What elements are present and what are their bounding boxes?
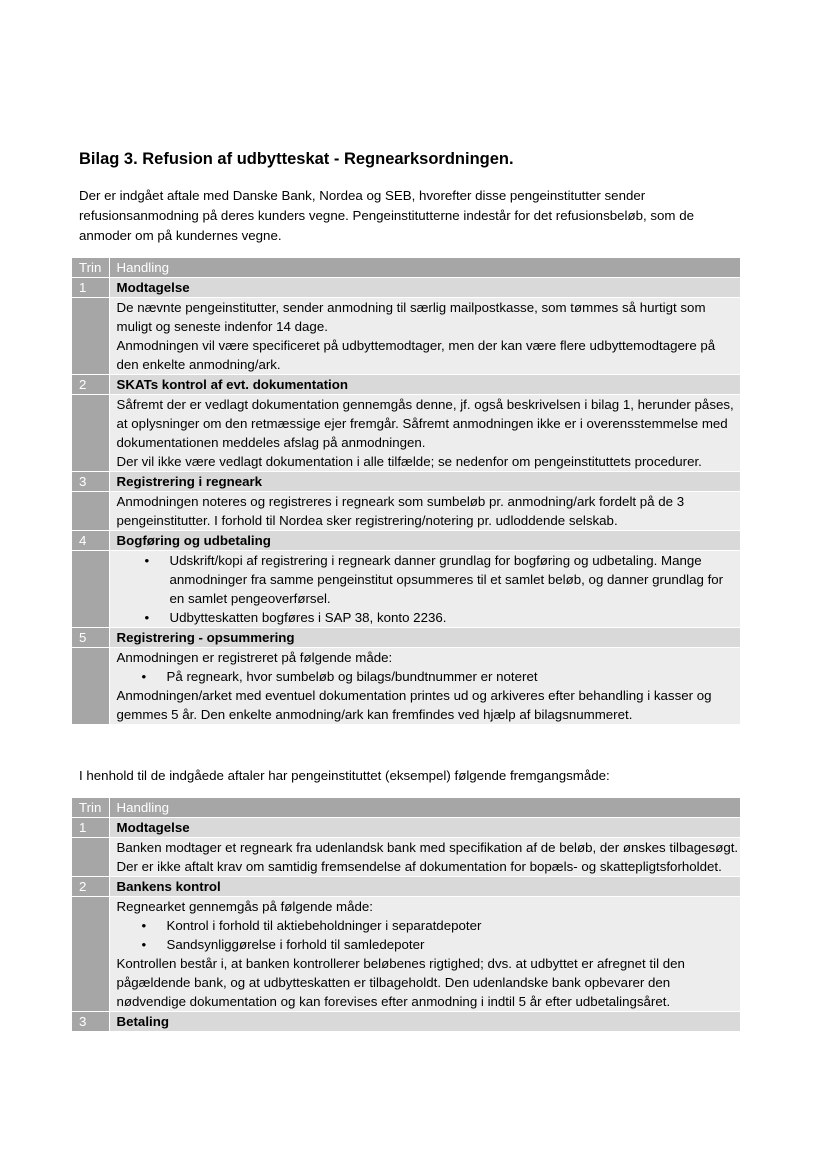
procedure-table-1 <box>72 258 740 724</box>
bullet-list <box>117 667 741 686</box>
table-header-row <box>72 798 740 818</box>
step-paragraph: Anmodningen er registreret på følgende måde: <box>116 650 393 665</box>
step-body-row <box>72 897 740 1012</box>
step-heading-row <box>72 375 740 395</box>
bullet-item: • På regneark, hvor sumbeløb og bilags/bundtnummer er noteret <box>167 667 741 686</box>
step-body <box>109 897 740 1012</box>
step-heading-row <box>72 1012 740 1032</box>
step-body-row <box>72 551 740 628</box>
bullet-item: • Udskrift/kopi af registrering i regneark danner grundlag for bogføring og udbetaling. Mange anmodninger fra samme pengeinstitut opsummeres til et samlet beløb, og danner grundlag for en samlet pengeoverførsel. <box>170 551 741 608</box>
step-number-cell <box>72 648 109 725</box>
step-number: 3 <box>72 1012 109 1032</box>
step-body <box>109 298 740 375</box>
step-paragraph: Anmodningen noteres og registreres i regneark som sumbeløb pr. anmodning/ark fordelt på de 3 pengeinstitutter. I forhold til Nordea sker registrering/notering pr. udloddende selskab. <box>116 494 685 528</box>
step-body <box>109 838 740 877</box>
bullet-item: • Kontrol i forhold til aktiebeholdninger i separatdepoter <box>167 916 741 935</box>
step-title: Modtagelse <box>109 818 740 838</box>
step-body-row <box>72 395 740 472</box>
page-title: Bilag 3. Refusion af udbytteskat - Regnearksordningen. <box>79 150 514 168</box>
step-number: 2 <box>72 877 109 897</box>
step-number-cell <box>72 897 109 1012</box>
step-number-cell <box>72 298 109 375</box>
procedure-table-2 <box>72 798 740 1031</box>
step-heading-row <box>72 818 740 838</box>
step-paragraph: Banken modtager et regneark fra udenlandsk bank med specifikation af de beløb, der ønskes tilbagesøgt. Der er ikke aftalt krav om samtidig fremsendelse af dokumentation for bopæls- og skattepligtsforholdet. <box>116 840 739 874</box>
bullet-list <box>117 551 741 627</box>
header-handling: Handling <box>109 258 740 278</box>
step-paragraph: Såfremt der er vedlagt dokumentation gennemgås denne, jf. også beskrivelsen i bilag 1, herunder påses, at oplysninger om den retmæssige ejer fremgår. Såfremt anmodningen ikke er i overensstemmelse med dokumentationen meddeles afslag på anmodningen. <box>116 397 734 450</box>
bullet-item: • Sandsynliggørelse i forhold til samledepoter <box>167 935 741 954</box>
step-number: 3 <box>72 472 109 492</box>
step-title: Bankens kontrol <box>109 877 740 897</box>
step-heading-row <box>72 628 740 648</box>
step-heading-row <box>72 531 740 551</box>
step-number-cell <box>72 395 109 472</box>
step-body <box>109 492 740 531</box>
step-number: 2 <box>72 375 109 395</box>
step-number: 1 <box>72 278 109 298</box>
step-paragraph: Der vil ikke være vedlagt dokumentation i alle tilfælde; se nedenfor om pengeinstituttets procedurer. <box>116 454 702 469</box>
step-paragraph: Anmodningen vil være specificeret på udbyttemodtager, men der kan være flere udbyttemodtagere på den enkelte anmodning/ark. <box>116 338 716 372</box>
step-title: Registrering i regneark <box>109 472 740 492</box>
table-header-row <box>72 258 740 278</box>
step-heading-row <box>72 278 740 298</box>
bullet-list <box>117 916 741 954</box>
bullet-item: • Udbytteskatten bogføres i SAP 38, konto 2236. <box>170 608 741 627</box>
step-body-row <box>72 838 740 877</box>
step-number-cell <box>72 492 109 531</box>
step-number: 5 <box>72 628 109 648</box>
step-number: 4 <box>72 531 109 551</box>
step-title: Bogføring og udbetaling <box>109 531 740 551</box>
header-trin: Trin <box>72 258 109 278</box>
step-paragraph: Anmodningen/arket med eventuel dokumentation printes ud og arkiveres efter behandling i kasser og gemmes 5 år. Den enkelte anmodning/ark kan fremfindes ved hjælp af bilagsnummeret. <box>116 688 712 722</box>
step-body-row <box>72 492 740 531</box>
step-paragraph: Kontrollen består i, at banken kontrollerer beløbenes rigtighed; dvs. at udbyttet er afregnet til den pågældende bank, og at udbytteskatten er tilbageholdt. Den udenlandske bank opbevarer den nødvendige dokumentation og kan forevises efter anmodning i indtil 5 år efter udbetalingsåret. <box>116 956 685 1009</box>
step-number-cell <box>72 838 109 877</box>
step-body <box>109 395 740 472</box>
step-paragraph: Regnearket gennemgås på følgende måde: <box>116 899 374 914</box>
intro-paragraph: Der er indgået aftale med Danske Bank, Nordea og SEB, hvorefter disse pengeinstitutter sender refusionsanmodning på deres kunders vegne. Pengeinstitutterne indestår for det refusionsbeløb, som de anmoder om på kundernes vegne. <box>79 188 694 243</box>
step-paragraph: De nævnte pengeinstitutter, sender anmodning til særlig mailpostkasse, som tømmes så hurtigt som muligt og seneste indenfor 14 dage. <box>116 300 706 334</box>
step-heading-row <box>72 472 740 492</box>
step-title: SKATs kontrol af evt. dokumentation <box>109 375 740 395</box>
header-trin: Trin <box>72 798 109 818</box>
step-title: Betaling <box>109 1012 740 1032</box>
step-body-row <box>72 298 740 375</box>
step-number: 1 <box>72 818 109 838</box>
procedure-intro-text: I henhold til de indgåede aftaler har pengeinstituttet (eksempel) følgende fremgangsmåde: <box>79 768 610 783</box>
step-title: Modtagelse <box>109 278 740 298</box>
step-body <box>109 648 740 725</box>
step-title: Registrering - opsummering <box>109 628 740 648</box>
header-handling: Handling <box>109 798 740 818</box>
step-number-cell <box>72 551 109 628</box>
step-body-row <box>72 648 740 725</box>
step-heading-row <box>72 877 740 897</box>
step-body <box>109 551 740 628</box>
